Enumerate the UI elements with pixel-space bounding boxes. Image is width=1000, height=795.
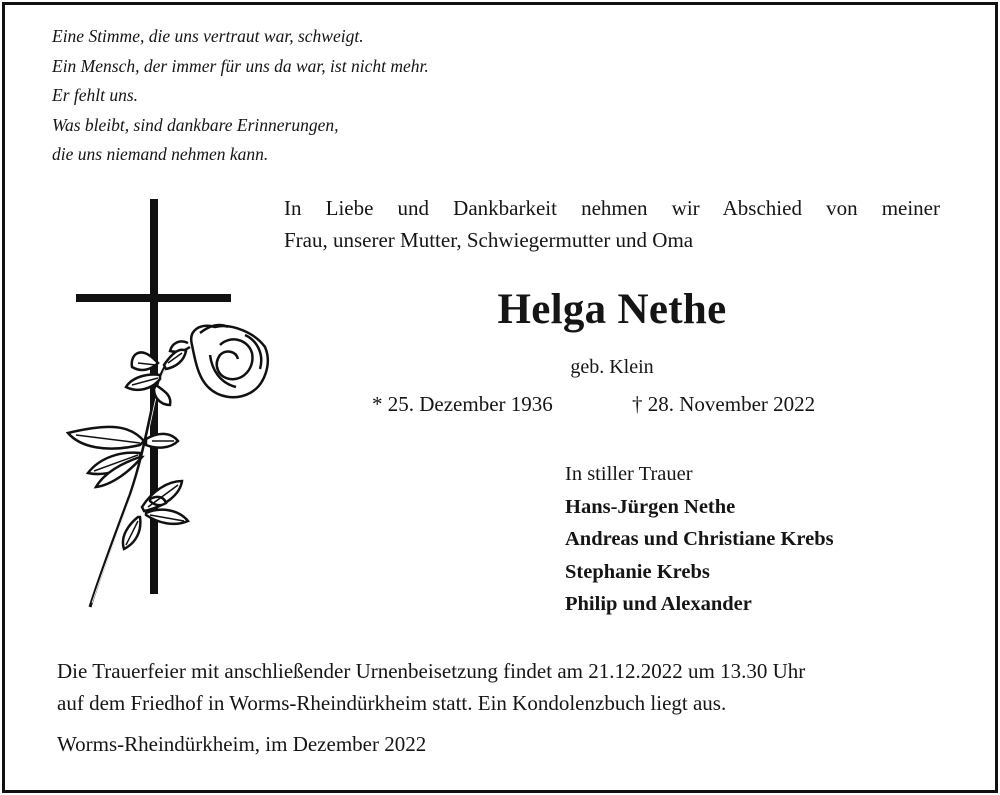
intro-line-2: Frau, unserer Mutter, Schwiegermutter und Oma — [284, 228, 694, 252]
mourner-name: Andreas und Christiane Krebs — [565, 528, 834, 550]
rose-leaves-middle — [68, 427, 178, 487]
intro-line-1: In Liebe und Dankbarkeit nehmen wir Abschied von meiner — [284, 196, 940, 220]
deceased-name: Helga Nethe — [497, 286, 727, 333]
poem-line: Ein Mensch, der immer für uns da war, ist nicht mehr. — [52, 55, 429, 76]
mourner-name: Stephanie Krebs — [565, 560, 710, 583]
poem-line: die uns niemand nehmen kann. — [52, 144, 269, 164]
cross-horizontal-bar — [76, 294, 231, 302]
mourner-name: Philip und Alexander — [565, 593, 752, 615]
ceremony-notice — [57, 655, 942, 719]
maiden-name: geb. Klein — [570, 356, 654, 378]
mourners-heading: In stiller Trauer — [565, 463, 693, 485]
cross-with-rose-icon — [60, 195, 275, 615]
poem — [52, 22, 429, 170]
ceremony-line-1: Die Trauerfeier mit anschließender Urnenbeisetzung findet am 21.12.2022 um 13.30 Uhr — [57, 659, 806, 683]
ceremony-line-2: auf dem Friedhof in Worms-Rheindürkheim statt. Ein Kondolenzbuch liegt aus. — [57, 691, 727, 715]
poem-line: Eine Stimme, die uns vertraut war, schweigt. — [52, 26, 364, 46]
birth-date: * 25. Dezember 1936 — [372, 392, 553, 416]
death-date: † 28. November 2022 — [632, 392, 816, 416]
rose-bloom — [170, 325, 268, 397]
poem-line: Er fehlt uns. — [52, 85, 139, 105]
mourners-block — [565, 458, 834, 621]
intro-text — [284, 192, 940, 256]
mourner-name: Hans-Jürgen Nethe — [565, 495, 736, 518]
poem-line: Was bleibt, sind dankbare Erinnerungen, — [52, 114, 339, 135]
place-and-date: Worms-Rheindürkheim, im Dezember 2022 — [57, 732, 427, 756]
